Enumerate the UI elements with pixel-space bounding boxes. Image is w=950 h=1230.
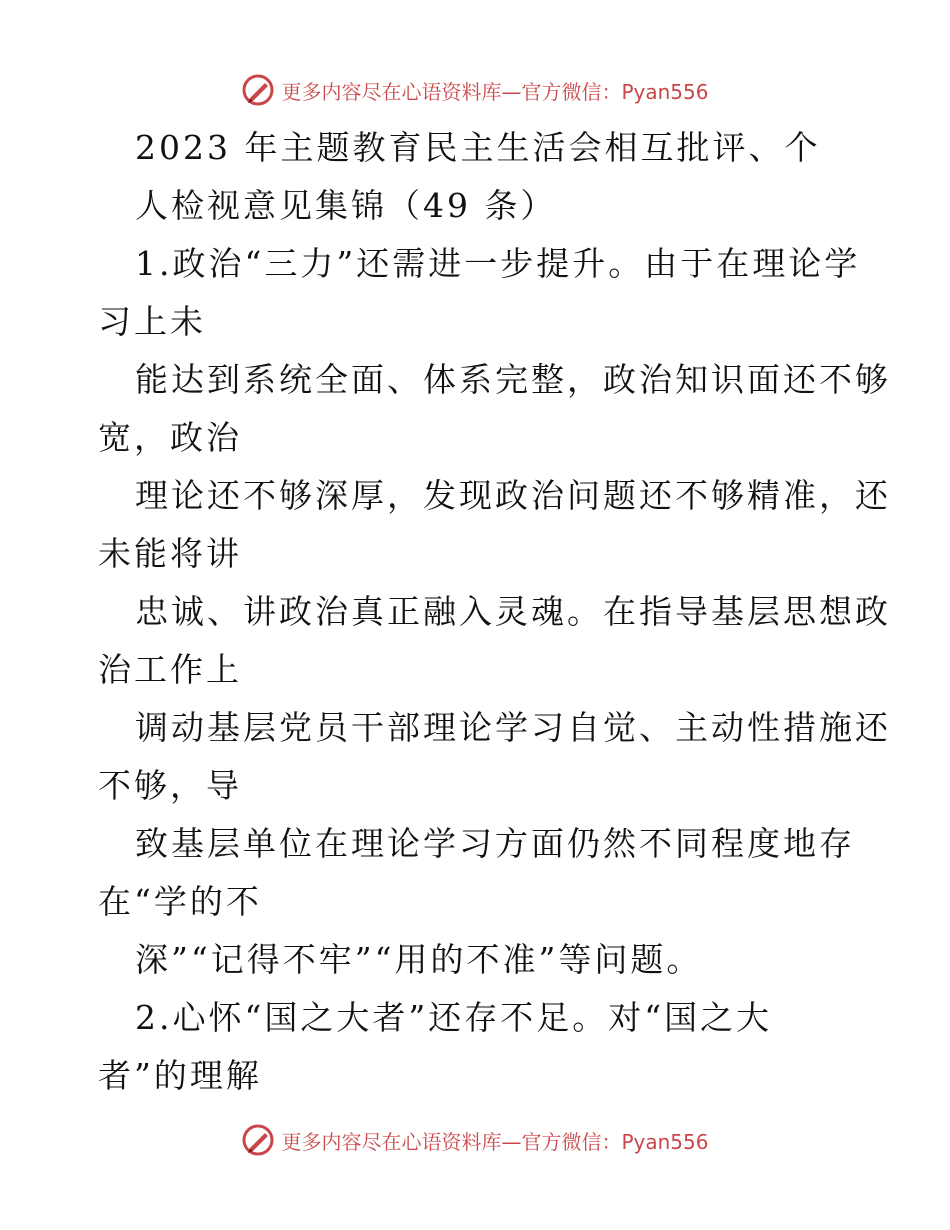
doc-line: 在“学的不 — [98, 882, 262, 921]
doc-line: 致基层单位在理论学习方面仍然不同程度地存 — [135, 824, 855, 863]
doc-line: 调动基层党员干部理论学习自觉、主动性措施还 — [135, 708, 891, 747]
pen-logo-icon — [241, 73, 275, 107]
pen-logo-icon — [241, 1123, 275, 1157]
doc-line: 不够，导 — [98, 766, 242, 805]
doc-line: 1.政治“三力”还需进一步提升。由于在理论学 — [135, 244, 861, 283]
watermark-text: 更多内容尽在心语资料库—官方微信：Pyan556 — [281, 79, 709, 104]
doc-title-line-2: 人检视意见集锦（49 条） — [135, 186, 557, 225]
watermark-banner-bottom — [0, 1120, 950, 1160]
doc-line: 者”的理解 — [98, 1056, 262, 1095]
doc-line: 忠诚、讲政治真正融入灵魂。在指导基层思想政 — [135, 592, 891, 631]
watermark-banner-top — [0, 70, 950, 110]
doc-line: 能达到系统全面、体系完整，政治知识面还不够 — [135, 360, 891, 399]
doc-line: 宽，政治 — [98, 418, 242, 457]
doc-line: 治工作上 — [98, 650, 242, 689]
doc-line: 深”“记得不牢”“用的不准”等问题。 — [135, 940, 703, 979]
doc-line: 习上未 — [98, 302, 206, 341]
doc-line: 2.心怀“国之大者”还存不足。对“国之大 — [135, 998, 773, 1037]
doc-title-line-1: 2023 年主题教育民主生活会相互批评、个 — [135, 128, 821, 167]
doc-line: 未能将讲 — [98, 534, 242, 573]
watermark-text: 更多内容尽在心语资料库—官方微信：Pyan556 — [281, 1129, 709, 1154]
doc-line: 理论还不够深厚，发现政治问题还不够精准，还 — [135, 476, 891, 515]
